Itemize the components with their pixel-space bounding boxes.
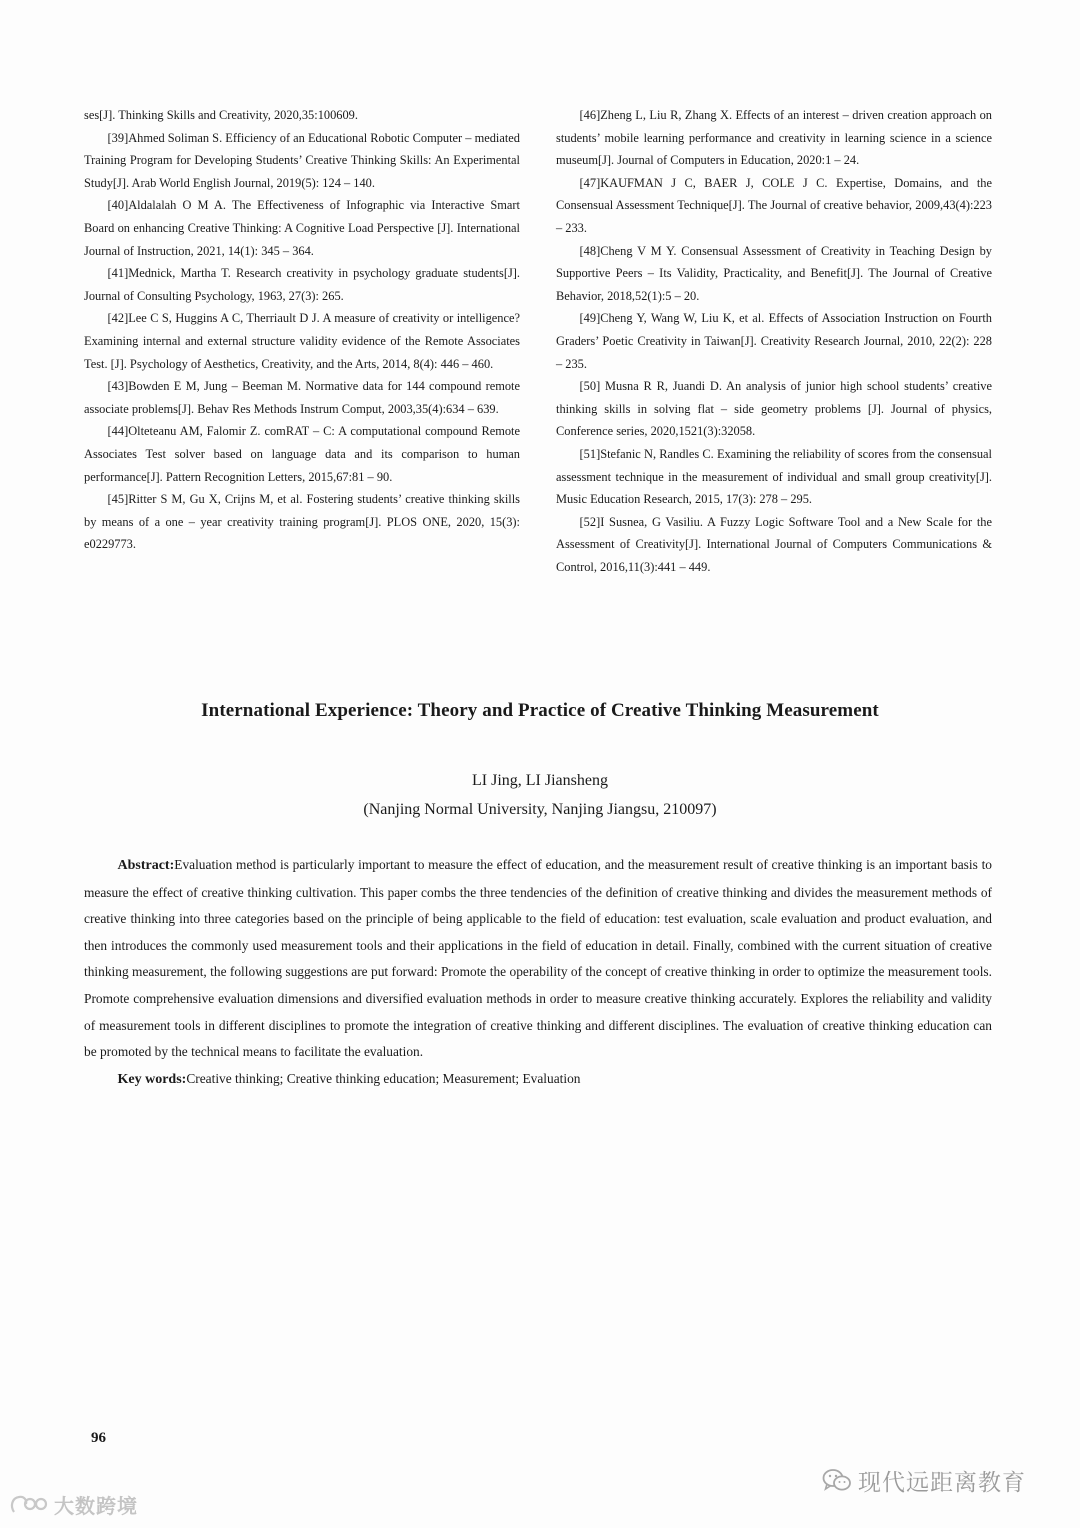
wechat-watermark bbox=[822, 1464, 1026, 1497]
watermark-left-text: 大数跨境 bbox=[54, 1494, 138, 1518]
keywords-text: Creative thinking; Creative thinking education; Measurement; Evaluation bbox=[186, 1070, 581, 1086]
page-number: 96 bbox=[91, 1430, 106, 1446]
references-left-column bbox=[84, 104, 520, 556]
reference-entry: [39]Ahmed Soliman S. Efficiency of an Educational Robotic Computer – mediated Training Program for Developing Students’ Creative Thinking Skills: An Experimental Study[J]. Arab World English Journal, 2019(5): 124 – 140. bbox=[84, 130, 520, 190]
article-english-title: International Experience: Theory and Practice of Creative Thinking Measurement bbox=[201, 700, 879, 721]
abstract-label: Abstract: bbox=[117, 858, 175, 873]
author-names: LI Jing, LI Jiansheng bbox=[472, 772, 608, 789]
reference-entry: [50] Musna R R, Juandi D. An analysis of junior high school students’ creative thinking skills in solving flat – side geometry problems [J]. Journal of physics, Conference series, 2020,1521(3):32058. bbox=[556, 379, 992, 439]
reference-entry: [40]Aldalalah O M A. The Effectiveness of Infographic via Interactive Smart Board on enhancing Creative Thinking: A Cognitive Load Perspective [J]. International Journal of Instruction, 2021, 14(1): 345 – 364. bbox=[84, 198, 520, 258]
reference-entry: [46]Zheng L, Liu R, Zhang X. Effects of an interest – driven creation approach on students’ mobile learning performance and creativity in learning science in a science museum[J]. Journal of Computers in Education, 2020:1 – 24. bbox=[556, 108, 992, 168]
reference-entry: [51]Stefanic N, Randles C. Examining the reliability of scores from the consensual assessment technique in the measurement of individual and small group creativity[J]. Music Education Research, 2015, 17(3): 278 – 295. bbox=[556, 446, 992, 507]
brand-watermark bbox=[8, 1490, 138, 1519]
abstract-text: Evaluation method is particularly important to measure the effect of education, and the measurement result of creative thinking is an important basis to measure the effect of creative thinking cultivation. This paper combs the three tendencies of the definition of creative thinking and divides the measurement methods of creative thinking into three categories based on the principle of being applicable to the field of education: test evaluation, scale evaluation and product evaluation, and then introduces the commonly used measurement tools and their applications in the field of education in detail. Finally, combined with the current situation of creative thinking measurement, the following suggestions are put forward: Promote the operability of the concept of creative thinking in order to optimize the measurement tools. Promote comprehensive evaluation dimensions and diversified evaluation methods in order to measure creative thinking accurately. Explores the reliability and validity of measurement tools in different disciplines to promote the integration of creative thinking and different disciplines. The evaluation of creative thinking education can be promoted by the technical means to facilitate the evaluation. bbox=[84, 857, 992, 1060]
keywords-paragraph bbox=[84, 1066, 992, 1094]
reference-entry: [42]Lee C S, Huggins A C, Therriault D J. A measure of creativity or intelligence? Examining internal and external structure validity evidence of the Remote Associates Test. [J]. Psychology of Aesthetics, Creativity, and the Arts, 2014, 8(4): 446 – 460. bbox=[84, 311, 520, 371]
reference-entry: ses[J]. Thinking Skills and Creativity, 2020,35:100609. bbox=[84, 108, 358, 122]
reference-entry: [48]Cheng V M Y. Consensual Assessment of Creativity in Teaching Design by Supportive Peers – Its Validity, Practicality, and Benefit[J]. The Journal of Creative Behavior, 2018,52(1):5 – 20. bbox=[556, 243, 992, 303]
references-right-column bbox=[556, 104, 992, 578]
abstract-paragraph bbox=[84, 852, 992, 1066]
wechat-chat-bubbles-icon bbox=[822, 1468, 852, 1494]
author-affiliation: (Nanjing Normal University, Nanjing Jiangsu, 210097) bbox=[363, 801, 717, 818]
abstract-section bbox=[84, 852, 992, 1093]
watermark-right-text: 现代远距离教育 bbox=[858, 1470, 1026, 1496]
keywords-label: Key words: bbox=[117, 1071, 187, 1087]
reference-entry: [52]I Susnea, G Vasiliu. A Fuzzy Logic Software Tool and a New Scale for the Assessment of Creativity[J]. International Journal of Computers Communications & Control, 2016,11(3):441 – 449. bbox=[556, 514, 992, 574]
reference-entry: [43]Bowden E M, Jung – Beeman M. Normative data for 144 compound remote associate problems[J]. Behav Res Methods Instrum Comput, 2003,35(4):634 – 639. bbox=[84, 379, 520, 416]
author-block bbox=[0, 766, 1080, 824]
reference-entry: [45]Ritter S M, Gu X, Crijns M, et al. Fostering students’ creative thinking skills by means of a one – year creativity training program[J]. PLOS ONE, 2020, 15(3): e0229773. bbox=[84, 492, 520, 552]
brand-logo-icon bbox=[8, 1492, 50, 1518]
reference-entry: [49]Cheng Y, Wang W, Liu K, et al. Effects of Association Instruction on Fourth Graders’ Poetic Creativity in Taiwan[J]. Creativity Research Journal, 2010, 22(2): 228 – 235. bbox=[556, 311, 992, 371]
reference-entry: [44]Olteteanu AM, Falomir Z. comRAT – C: A computational compound Remote Associates Test solver based on language data and its comparison to human performance[J]. Pattern Recognition Letters, 2015,67:81 – 90. bbox=[84, 424, 520, 484]
reference-entry: [47]KAUFMAN J C, BAER J, COLE J C. Expertise, Domains, and the Consensual Assessment Technique[J]. The Journal of creative behavior, 2009,43(4):223 – 233. bbox=[556, 175, 992, 235]
reference-entry: [41]Mednick, Martha T. Research creativity in psychology graduate students[J]. Journal of Consulting Psychology, 1963, 27(3): 265. bbox=[84, 266, 520, 303]
